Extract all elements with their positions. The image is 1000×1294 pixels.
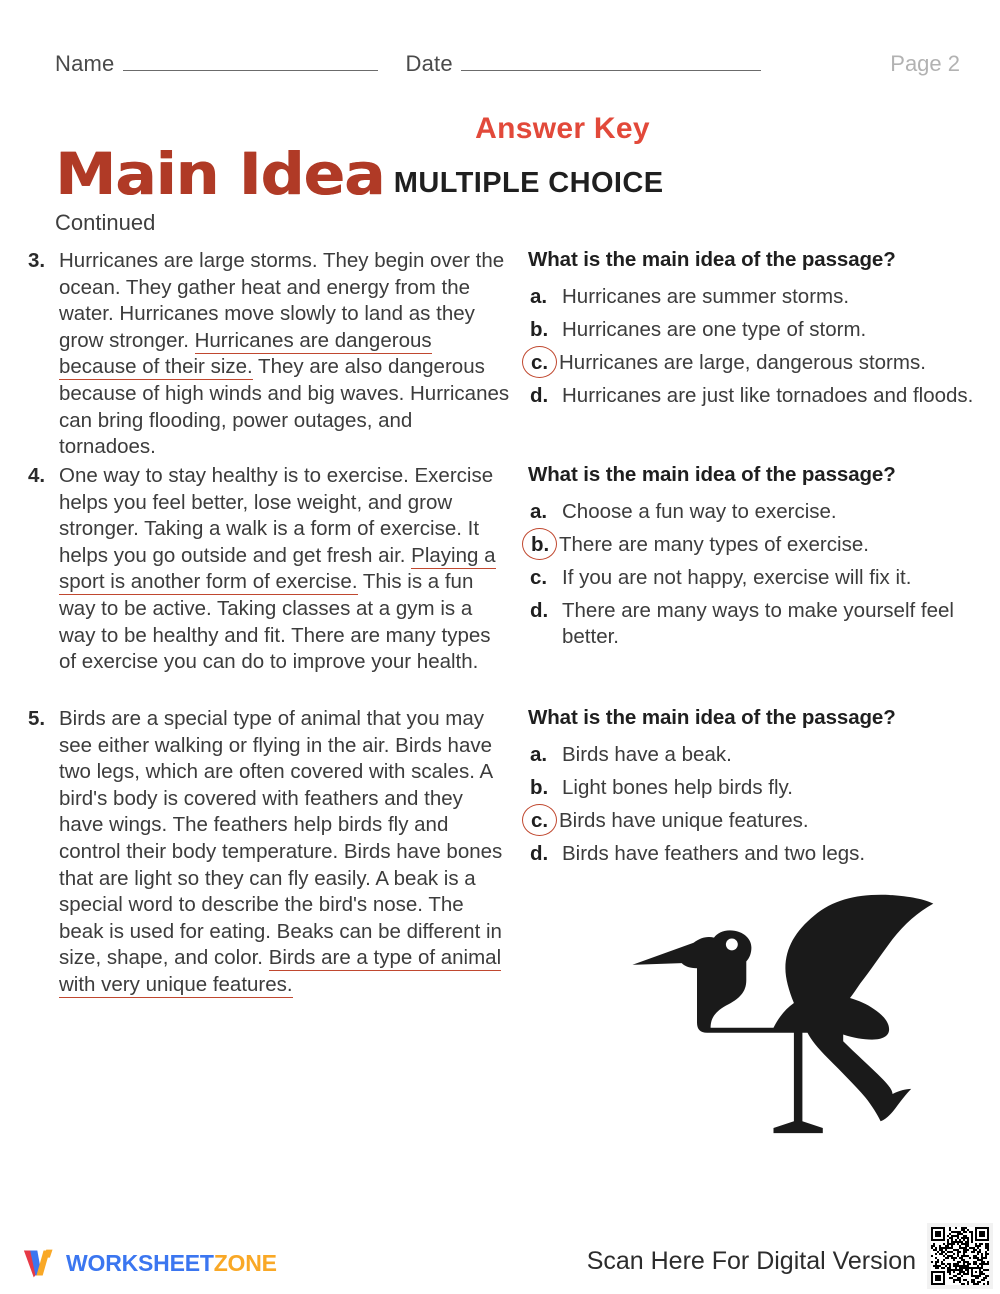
heron-bird-silhouette-icon [612,885,952,1150]
answer-option-text: Hurricanes are one type of storm. [562,318,867,341]
passage-text [59,706,513,999]
scan-instruction-text: Scan Here For Digital Version [586,1247,916,1275]
passage-text-before: Birds are a special type of animal that you may see either walking or flying in the air. Birds have two legs, which are often covered with scales. A bird's body is covered with feathers and they have wings. The feathers help birds fly and control their body temperature. Birds have bones that are light so they can fly easily. A beak is a special word to describe the bird's nose. The beak is used for eating. Beaks can be different in size, shape, and color. [59,707,503,970]
answer-option-letter: d. [530,599,549,622]
question-prompt: What is the main idea of the passage? [528,706,896,729]
worksheet-header [55,48,960,82]
passage-text [59,248,513,461]
answer-option-text: Choose a fun way to exercise. [562,500,837,523]
question-prompt: What is the main idea of the passage? [528,248,896,271]
name-input-line[interactable] [123,48,378,71]
answer-option[interactable] [528,775,983,801]
question-prompt: What is the main idea of the passage? [528,463,896,486]
answer-option-letter: c. [531,809,549,832]
passage-main-idea-underlined: Playing a sport is another form of exercise. [59,543,496,594]
answer-option-text: Birds have a beak. [562,743,732,766]
answer-option[interactable] [528,383,983,409]
answer-option[interactable] [528,532,983,558]
answer-option[interactable] [528,598,983,650]
passage [28,248,513,461]
logo-wordmark [66,1250,277,1277]
answer-option[interactable] [528,499,983,525]
page-title: Main Idea [55,140,385,208]
answer-option[interactable] [528,808,983,834]
passage-number: 5. [28,707,46,730]
answer-option[interactable] [528,350,983,376]
continued-label: Continued [55,210,156,235]
answer-option-letter: d. [530,842,549,865]
passage [28,463,513,676]
page-number: Page 2 [890,51,960,76]
passage-number: 4. [28,464,46,487]
answer-option-letter: b. [530,318,549,341]
answer-option[interactable] [528,284,983,310]
worksheet-footer [0,1214,1000,1294]
worksheet-zone-logo[interactable] [22,1246,277,1280]
answer-option-letter: b. [530,776,549,799]
passage-main-idea-underlined: Hurricanes are dangerous because of their size. [59,328,432,379]
answer-option[interactable] [528,317,983,343]
answer-option-letter: a. [530,285,548,308]
answer-option-text: There are many types of exercise. [559,533,869,556]
answer-option[interactable] [528,565,983,591]
logo-text-zone: ZONE [213,1249,277,1276]
worksheet-subtitle: MULTIPLE CHOICE [393,167,664,199]
answer-option-letter: c. [531,351,549,374]
passage-main-idea-underlined: Birds are a type of animal with very unique features. [59,946,502,996]
qr-code-icon[interactable] [927,1223,993,1289]
answer-option-letter: d. [530,384,549,407]
logo-v-mark-icon [22,1246,58,1280]
passage-text [59,463,513,676]
passage-text-after: They are also dangerous because of high winds and big waves. Hurricanes can bring flooding, power outages, and tornadoes. [59,355,510,459]
passage-text-before: Hurricanes are large storms. They begin over the ocean. They gather heat and energy from the water. Hurricanes move slowly to land as they grow stronger. [59,249,505,352]
passage-text-after: This is a fun way to be active. Taking classes at a gym is a way to be healthy and fit. There are many types of exercise you can do to improve your health. [59,570,491,674]
answer-option-letter: a. [530,500,548,523]
logo-text-worksheet: WORKSHEET [66,1249,214,1276]
date-label: Date [405,51,453,76]
answer-option-text: If you are not happy, exercise will fix it. [562,566,912,589]
answer-option-text: Hurricanes are just like tornadoes and floods. [562,384,974,407]
question-column [528,706,983,874]
passage [28,706,513,999]
answer-key-label: Answer Key [475,112,650,145]
question-column [528,463,983,657]
answer-option-text: Light bones help birds fly. [562,776,793,799]
answer-option-text: Birds have unique features. [559,809,809,832]
passage-text-before: One way to stay healthy is to exercise. Exercise helps you feel better, lose weight, and grow stronger. Taking a walk is a form of exercise. It helps you go outside and get fresh air. [59,464,494,567]
answer-option-text: Birds have feathers and two legs. [562,842,866,865]
answer-option-text: Hurricanes are summer storms. [562,285,850,308]
answer-option-text: There are many ways to make yourself feel better. [562,599,954,648]
answer-option[interactable] [528,841,983,867]
date-input-line[interactable] [461,48,761,71]
name-label: Name [55,51,115,76]
answer-option-text: Hurricanes are large, dangerous storms. [559,351,926,374]
question-column [528,248,983,416]
answer-option-letter: b. [531,533,550,556]
title-row [55,140,664,208]
answer-option-letter: a. [530,743,548,766]
passage-number: 3. [28,249,46,272]
answer-option[interactable] [528,742,983,768]
answer-option-letter: c. [530,566,548,589]
